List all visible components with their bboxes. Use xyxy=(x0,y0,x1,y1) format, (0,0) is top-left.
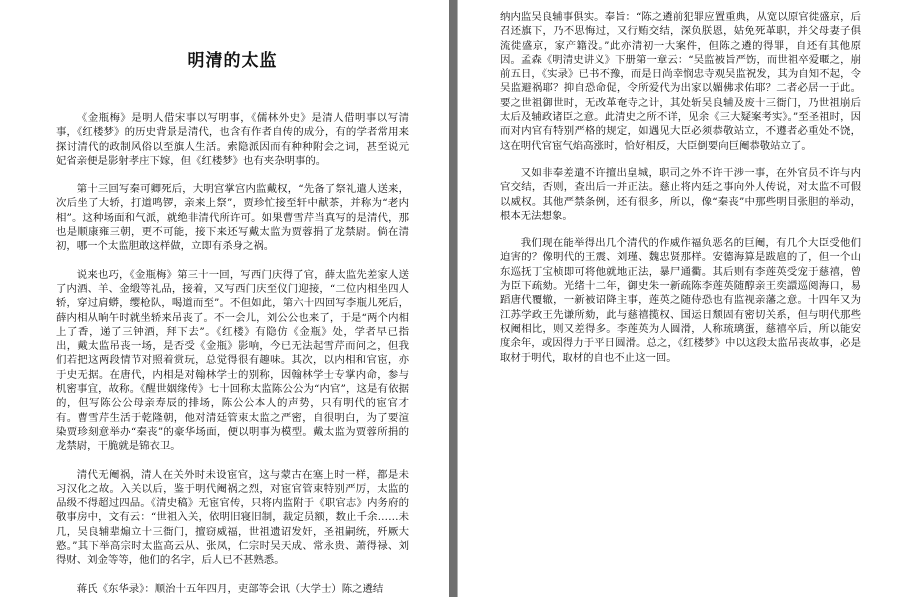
paragraph: 清代无阉祸，清人在关外时未设宦官，这与蒙古在塞上时一样，都是未习汉化之故。入关以后，鉴于明代阉祸之烈，对宦官管束特别严厉，太监的品级不得超过四品。《清史稿》无宦官传，只将内监附于《职官志》内务府的敬事房中，文有云：“世祖入关，依明旧寝旧制，裁定员额，数止千余……未几，吴良辅辈煽立十三衙门，擅窃威福，世祖遗诏发奸，圣祖嗣统，歼厥大憝。”其下举高宗时太监高云从、张凤，仁宗时吴天成、常永贵、萧得禄、刘得财、刘金等等，他们的名字，后人已不甚熟悉。 xyxy=(56,468,409,567)
paragraph: 说来也巧，《金瓶梅》第三十一回，写西门庆得了官，薛太监先差家人送了内酒、羊、金缎等礼品，接着，又写西门庆至仪门迎接，“二位内相坐四人轿，穿过肩蟒，缨枪队，喝道而至”。不但如此，第六十四回写李瓶儿死后，薛内相从晌午时就坐轿来吊丧了。不一会儿，刘公公也来了，于是“两个内相上了香，递了三钟酒，拜下去”。《红楼》有隐仿《金瓶》处，学者早已指出，戴太监吊丧一场，是否受《金瓶》影响，今已无法起雪芹而问之，但我们若把这两段情节对照着赏玩，总觉得很有趣味。其次，以内相和官宦，亦于史无据。在唐代，内相是对翰林学士的别称，因翰林学士专掌内命，参与机密事宜，故称。《醒世姻缘传》七十回称太监陈公公为“内官”，这是有依据的，但写陈公公母亲寿辰的排场，陈公公本人的声势，只有明代的宦官才有。曹雪芹生活于乾隆朝，他对清廷管束太监之严密，自很明白，为了要渲染贾珍刻意举办“秦丧”的豪华场面，便以明事为模型。戴太监为贾蓉所捐的龙禁尉，干脆就是锦衣卫。 xyxy=(56,268,409,453)
paragraph: 我们现在能举得出几个清代的作威作福负恶名的巨阉，有几个大臣受他们迫害的？像明代的王震、刘瑾、魏忠贤那样。安德海算是跋扈的了，但一个山东巡抚丁宝桢即可将他就地正法，暴尸通衢。其后则有李莲英受宠于慈禧，曾为臣下疏劾。光绪十二年，御史朱一新疏陈李莲英随醇亲王奕譞巡阅海口，易蹈唐代覆辙，一新被诏降主事，莲英之随侍恐也有监视亲藩之意。十四年又为江苏学政王先谦所劾，此与慈禧揽权、国运日颓固有密切关系，但与明代那些权阉相比，则又差得多。李莲英为人圆滑，人称琉璃蛋，慈禧卒后，所以能安度余年，或因得力于平日圆滑。总之，《红楼梦》中以这段太监吊丧故事，必是取材于明代，取材的自也不止这一回。 xyxy=(500,237,861,364)
paragraph: 蒋氏《东华录》：顺治十五年四月，吏部等会讯（大学士）陈之遴结 xyxy=(76,582,384,595)
right-page xyxy=(458,0,899,597)
paragraph: 第十三回写秦可卿死后，大明宫掌宫内监戴权，“先备了祭礼遣人送来，次后坐了大轿，打道鸣锣，亲来上祭”，贾珍忙接至轩中献茶，并称为“老内相”。这种场面和气派，就绝非清代所许可。如果曹雪芹当真写的是清代，那也是顺康雍三朝，更不可能，接下来还写戴太监为贾蓉捐了龙禁尉。倘在清初，哪一个太监胆敢这样做，立即有杀身之祸。 xyxy=(56,183,409,253)
article-title: 明清的太监 xyxy=(187,51,278,71)
paragraph: 纳内监吴良辅事俱实。奉旨：“陈之遴前犯罪应置重典，从宽以原官徙盛京，后召还旗下，乃不思悔过，又行贿交结，深负朕恩，姑免死革职，并父母妻子俱流徙盛京，家产籍没。”此亦清初一大案件，但陈之遴的得罪，自还有其他原因。孟森《明清史讲义》下册第一章云：“吴监被旨严饬，而世祖卒爱暱之，崩前五日，《实录》已书不豫，而是日尚幸悯忠寺观吴监祝发，其为自知不起，令吴监避祸耶？抑自恐命促，令所爱代为出家以媚佛求佑耶？二者必居一于此。要之世祖御世时，无改革奄寺之计，其处斩吴良辅及废十三衙门，乃世祖崩后太后及辅政诸臣之意。此清史之所不详，见余《三大疑案考实》。”至圣祖时，因而对内官有特别严格的规定，如遇见大臣必须恭敬站立，不遵者必重处不饶，这在明代官宦气焰高涨时，恰好相反，大臣倒要向巨阉恭敬站立了。 xyxy=(500,11,861,152)
left-page xyxy=(0,0,449,597)
paragraph: 《金瓶梅》是明人借宋事以写明事，《儒林外史》是清人借明事以写清事，《红楼梦》的历史背景是清代，也含有作者自传的成分，有的学者常用来探讨清代的政制风俗以至旗人生活。索隐派因而有种种附会之词，甚至说元妃省亲便是影射孝庄下嫁，但《红楼梦》也有夹杂明事的。 xyxy=(56,112,409,167)
paragraph: 又如非奉差遣不许擅出皇城，职司之外不许干涉一事，在外官员不许与内官交结，否则，查出后一并正法。慈止将内廷之事向外人传说，对太监不可假以威权。其他严禁条例，还有很多，所以，像“秦丧”中那些明目张胆的举动，根本无法想象。 xyxy=(500,166,861,222)
